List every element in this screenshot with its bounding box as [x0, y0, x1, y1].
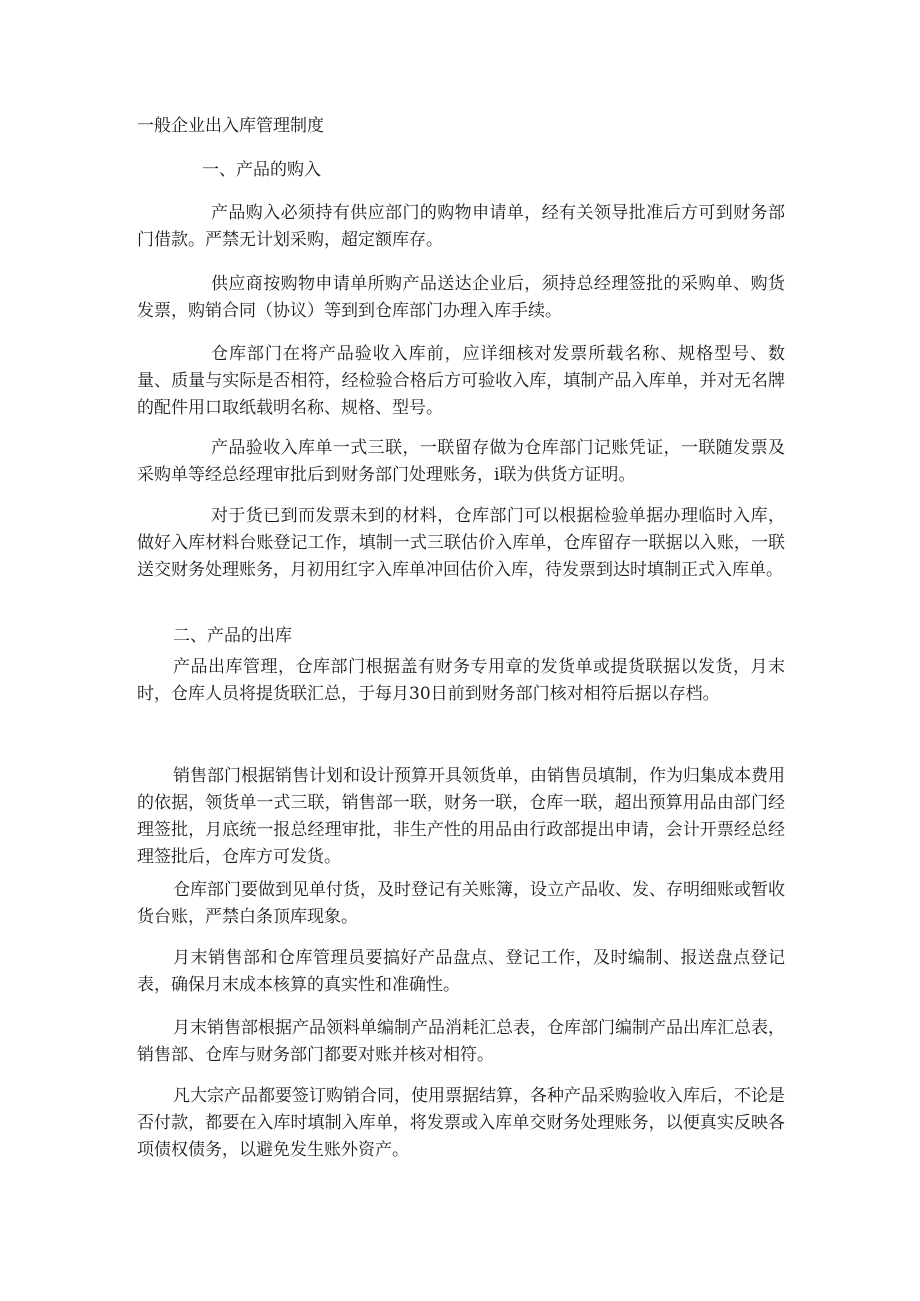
- paragraph: 产品购入必须持有供应部门的购物申请单，经有关领导批准后方可到财务部门借款。严禁无计划采购，超定额库存。: [137, 203, 785, 250]
- paragraph: 凡大宗产品都要签订购销合同，使用票据结算，各种产品采购验收入库后，不论是否付款，都要在入库时填制入库单，将发票或入库单交财务处理账务，以便真实反映各项债权债务，以避免发生账外资产。: [137, 1086, 785, 1160]
- paragraph: 月末销售部根据产品领料单编制产品消耗汇总表，仓库部门编制产品出库汇总表，销售部、仓库与财务部门都要对账并核对相符。: [137, 1018, 785, 1065]
- section-heading-outbound: 二、产品的出库: [173, 626, 292, 646]
- section-heading-purchase: 一、产品的购入: [202, 160, 321, 180]
- paragraph: 产品出库管理，仓库部门根据盖有财务专用章的发货单或提货联据以发货，月末时，仓库人员将提货联汇总，于每月30日前到财务部门核对相符后据以存档。: [137, 657, 785, 704]
- paragraph: 仓库部门在将产品验收入库前，应详细核对发票所载名称、规格型号、数量、质量与实际是否相符，经检验合格后方可验收入库，填制产品入库单，并对无名牌的配件用口取纸载明名称、规格、型号。: [137, 344, 785, 418]
- paragraph: 销售部门根据销售计划和设计预算开具领货单，由销售员填制，作为归集成本费用的依据，领货单一式三联，销售部一联，财务一联，仓库一联，超出预算用品由部门经理签批，月底统一报总经理审批，非生产性的用品由行政部提出申请，会计开票经总经理签批后，仓库方可发货。: [137, 766, 785, 867]
- paragraph: 对于货已到而发票未到的材料，仓库部门可以根据检验单据办理临时入库，做好入库材料台账登记工作，填制一式三联估价入库单，仓库留存一联据以入账，一联送交财务处理账务，月初用红字入库单冲回估价入库，待发票到达时填制正式入库单。: [137, 506, 785, 580]
- paragraph: 月末销售部和仓库管理员要搞好产品盘点、登记工作，及时编制、报送盘点登记表，确保月末成本核算的真实性和准确性。: [137, 948, 785, 995]
- document-title: 一般企业出入库管理制度: [137, 116, 324, 136]
- paragraph: 供应商按购物申请单所购产品送达企业后，须持总经理签批的采购单、购货发票，购销合同（协议）等到到仓库部门办理入库手续。: [137, 274, 785, 321]
- paragraph: 产品验收入库单一式三联，一联留存做为仓库部门记账凭证，一联随发票及采购单等经总经理审批后到财务部门处理账务，i联为供货方证明。: [137, 438, 785, 485]
- paragraph: 仓库部门要做到见单付货，及时登记有关账簿，设立产品收、发、存明细账或暂收货台账，严禁白条顶库现象。: [137, 880, 785, 927]
